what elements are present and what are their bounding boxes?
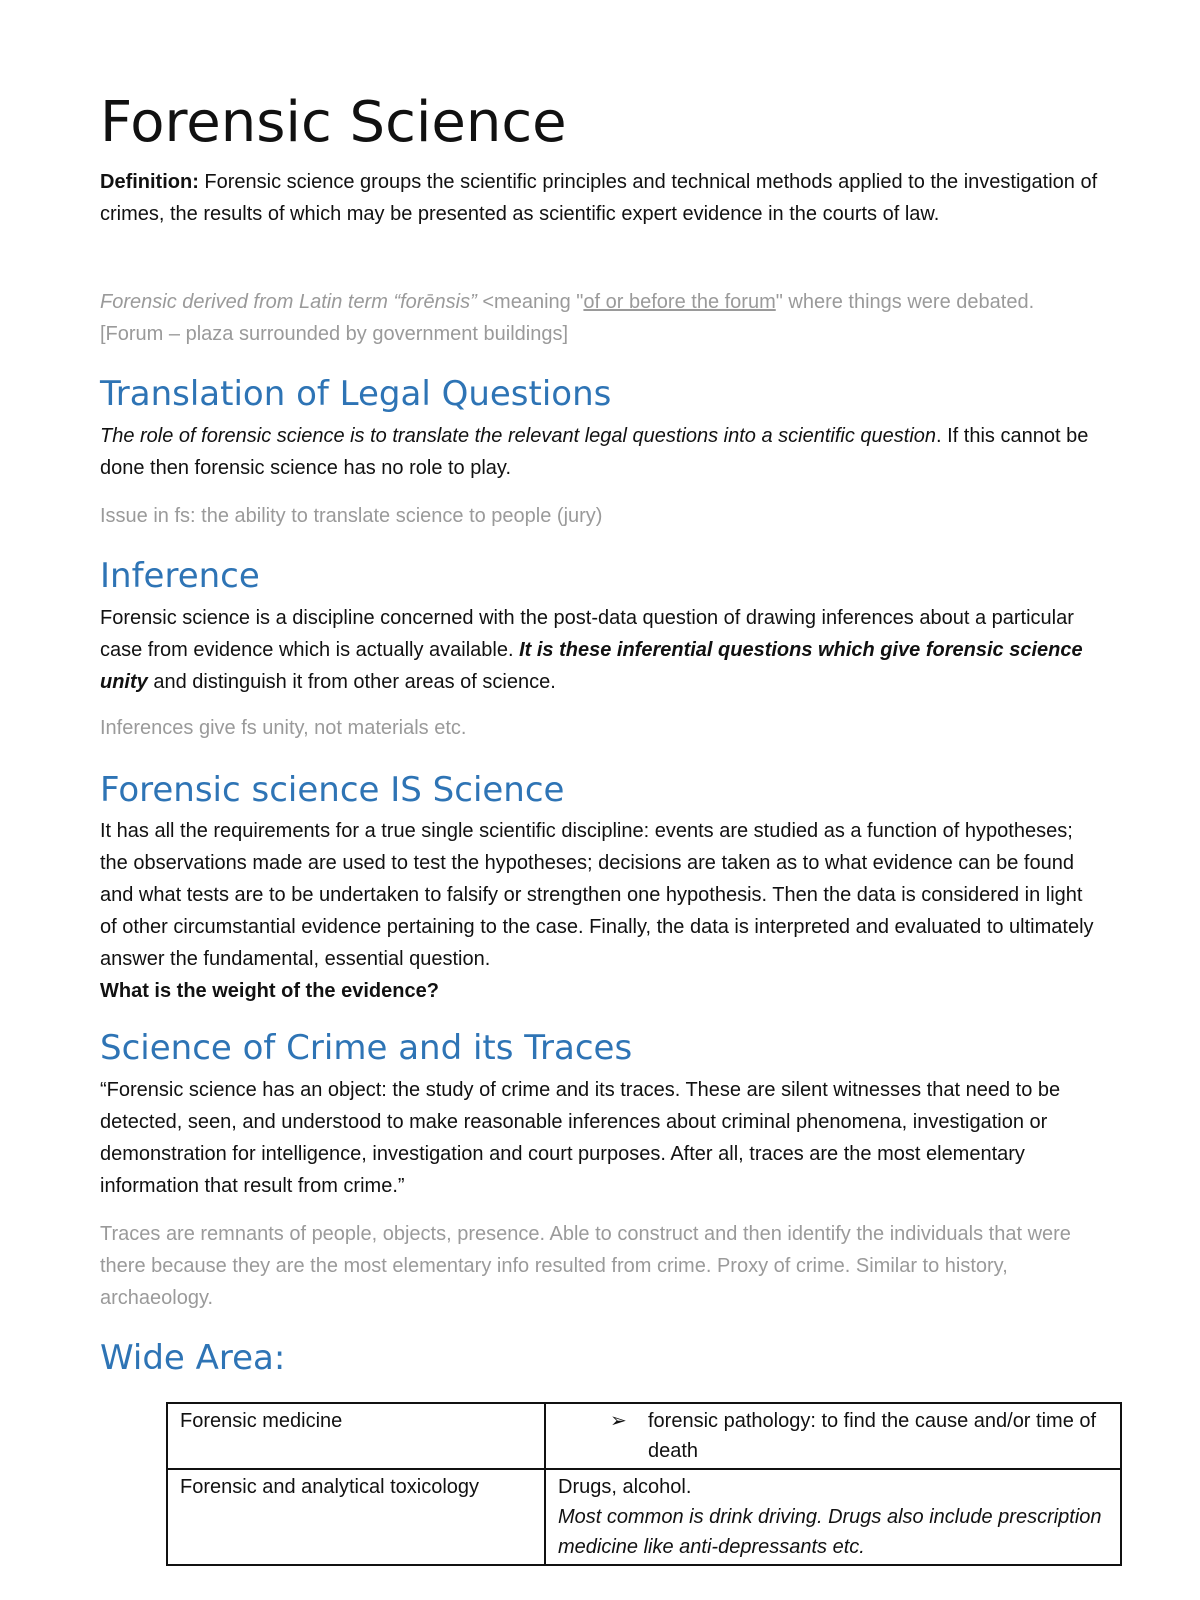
etymology-text-b: " where things were debated. [Forum – plaza surrounded by government buildings]: [100, 291, 1035, 345]
inference-text-a: Forensic science is a discipline concerned with the post-data question of drawing inferences about a particular case from evidence which is actually available.: [100, 607, 1074, 661]
legal-text: . If this cannot be done then forensic science has no role to play.: [100, 425, 1089, 479]
arrow-bullet-icon: ➢: [610, 1410, 627, 1432]
table-cell-field: Forensic and analytical toxicology: [167, 1469, 545, 1565]
heading-legal-questions: Translation of Legal Questions: [100, 374, 612, 414]
inference-text-b: and distinguish it from other areas of science.: [147, 671, 556, 693]
traces-note: Traces are remnants of people, objects, presence. Able to construct and then identify the individuals that were there because they are the most elementary info resulted from crime. Proxy of crime. Similar to history, archaeology.: [100, 1223, 1071, 1309]
detail-text: Drugs, alcohol.: [558, 1476, 692, 1498]
definition-paragraph: [100, 166, 1100, 230]
definition-label: Definition:: [100, 171, 199, 193]
forum-link[interactable]: of or before the forum: [583, 291, 776, 313]
table-row: [167, 1403, 1121, 1469]
wide-area-table: [166, 1402, 1122, 1566]
bullet-text: forensic pathology: to find the cause and/or time of death: [648, 1410, 1097, 1462]
table-cell-field: Forensic medicine: [167, 1403, 545, 1469]
heading-inference: Inference: [100, 556, 260, 596]
heading-wide-area: Wide Area:: [100, 1338, 286, 1378]
page-title: Forensic Science: [100, 90, 567, 155]
legal-italic: The role of forensic science is to translate the relevant legal questions into a scientific question: [100, 425, 937, 447]
weight-question: What is the weight of the evidence?: [100, 980, 439, 1002]
inference-emphasis: It is these inferential questions which give forensic science unity: [100, 639, 1083, 693]
table-cell-detail: [545, 1469, 1121, 1565]
inference-note: Inferences give fs unity, not materials etc.: [100, 717, 467, 739]
etymology-text-a: <meaning ": [476, 291, 584, 313]
inference-paragraph: [100, 602, 1100, 698]
detail-italic: Most common is drink driving. Drugs also include prescription medicine like anti-depressants etc.: [558, 1506, 1102, 1558]
definition-text: Forensic science groups the scientific principles and technical methods applied to the investigation of crimes, the results of which may be presented as scientific expert evidence in the courts of law.: [100, 171, 1098, 225]
is-science-paragraph: [100, 815, 1100, 1007]
table-cell-detail: [545, 1403, 1121, 1469]
heading-traces: Science of Crime and its Traces: [100, 1028, 633, 1068]
heading-is-science: Forensic science IS Science: [100, 770, 565, 810]
legal-paragraph: [100, 420, 1100, 484]
traces-quote: “Forensic science has an object: the study of crime and its traces. These are silent witnesses that need to be detected, seen, and understood to make reasonable inferences about criminal phenomena, investigation or demonstration for intelligence, investigation and court purposes. After all, traces are the most elementary information that result from crime.”: [100, 1079, 1061, 1197]
is-science-text: It has all the requirements for a true single scientific discipline: events are studied as a function of hypotheses; the observations made are used to test the hypotheses; decisions are taken as to what evidence can be found and what tests are to be undertaken to falsify or strengthen one hypothesis. Then the data is considered in light of other circumstantial evidence pertaining to the case. Finally, the data is interpreted and evaluated to ultimately answer the fundamental, essential question.: [100, 820, 1094, 970]
legal-note: Issue in fs: the ability to translate science to people (jury): [100, 505, 603, 527]
table-row: [167, 1469, 1121, 1565]
etymology-note: [100, 286, 1100, 350]
etymology-italic: Forensic derived from Latin term “forēnsis”: [100, 291, 477, 313]
